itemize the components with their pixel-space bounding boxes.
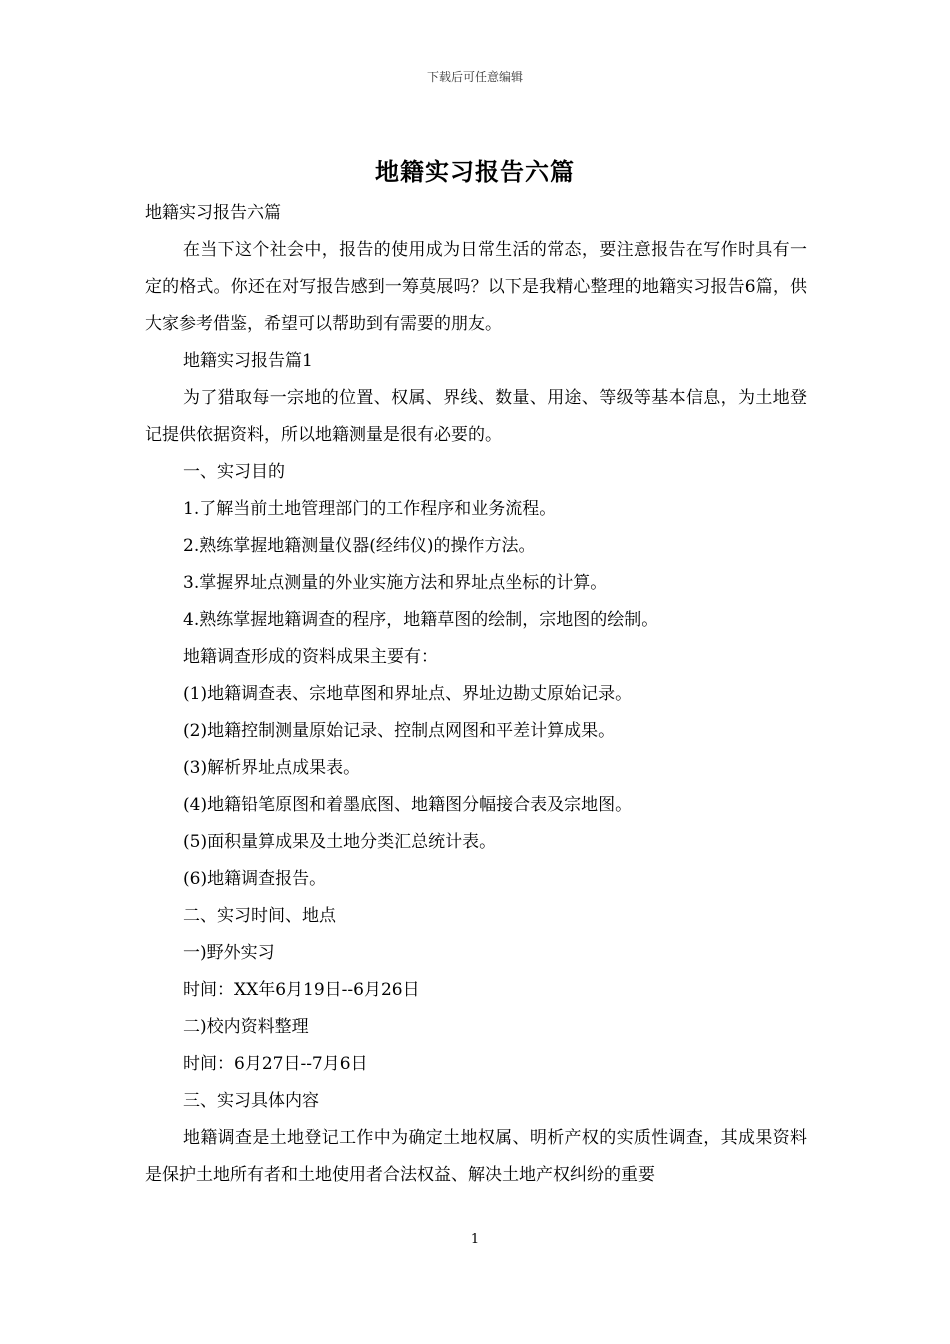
list-item: (3)解析界址点成果表。 xyxy=(183,758,361,778)
paragraph: 地籍调查形成的资料成果主要有： xyxy=(183,647,438,667)
paragraph: 时间：6月27日--7月6日 xyxy=(183,1054,368,1074)
list-item: (5)面积量算成果及土地分类汇总统计表。 xyxy=(183,832,497,852)
list-item: 2.熟练掌握地籍测量仪器(经纬仪)的操作方法。 xyxy=(183,536,536,556)
document-title: 地籍实习报告六篇 xyxy=(375,158,575,186)
section-heading: 二、实习时间、地点 xyxy=(183,906,336,926)
paragraph: 地籍实习报告六篇 xyxy=(145,203,281,223)
header-note: 下载后可任意编辑 xyxy=(426,70,523,84)
subsection-heading: 一)野外实习 xyxy=(183,943,275,963)
paragraph: 在当下这个社会中，报告的使用成为日常生活的常态，要注意报告在写作时具有一定的格式。你还在对写报告感到一筹莫展吗？以下是我精心整理的地籍实习报告6篇，供大家参考借鉴，希望可以帮助到有需要的朋友。 xyxy=(145,240,807,334)
document-body xyxy=(145,195,807,1194)
page-number: 1 xyxy=(470,1232,480,1247)
paragraph: 为了猎取每一宗地的位置、权属、界线、数量、用途、等级等基本信息，为土地登记提供依据资料，所以地籍测量是很有必要的。 xyxy=(145,388,807,445)
list-item: (6)地籍调查报告。 xyxy=(183,869,327,889)
section-heading: 三、实习具体内容 xyxy=(183,1091,319,1111)
subsection-heading: 二)校内资料整理 xyxy=(183,1017,309,1037)
list-item: (1)地籍调查表、宗地草图和界址点、界址边勘丈原始记录。 xyxy=(183,684,633,704)
paragraph: 地籍调查是土地登记工作中为确定土地权属、明析产权的实质性调查，其成果资料是保护土地所有者和土地使用者合法权益、解决土地产权纠纷的重要 xyxy=(145,1128,807,1185)
paragraph: 地籍实习报告篇1 xyxy=(183,351,313,371)
list-item: 3.掌握界址点测量的外业实施方法和界址点坐标的计算。 xyxy=(183,573,608,593)
section-heading: 一、实习目的 xyxy=(183,462,285,482)
list-item: 4.熟练掌握地籍调查的程序，地籍草图的绘制，宗地图的绘制。 xyxy=(183,610,659,630)
list-item: 1.了解当前土地管理部门的工作程序和业务流程。 xyxy=(183,499,557,519)
list-item: (4)地籍铅笔原图和着墨底图、地籍图分幅接合表及宗地图。 xyxy=(183,795,633,815)
paragraph: 时间：XX年6月19日--6月26日 xyxy=(183,980,420,1000)
list-item: (2)地籍控制测量原始记录、控制点网图和平差计算成果。 xyxy=(183,721,616,741)
